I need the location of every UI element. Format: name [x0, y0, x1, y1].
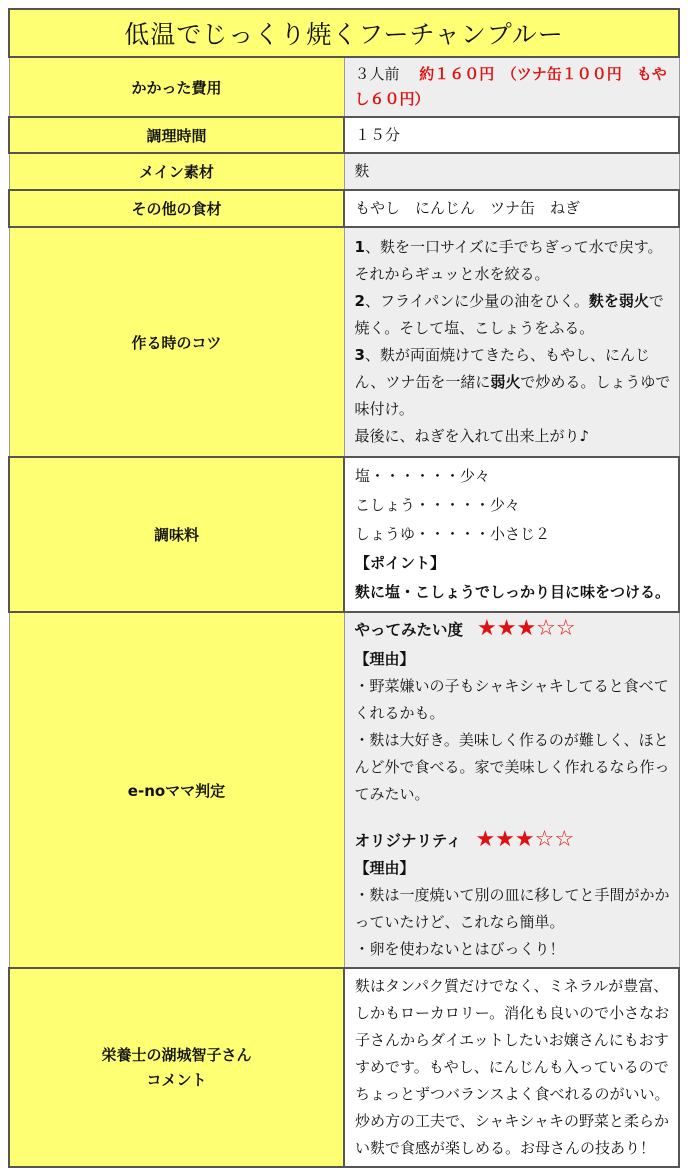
seasoning-label: 調味料 [9, 457, 344, 612]
judge-label: e-noママ判定 [9, 612, 344, 968]
step-emphasis: 弱火 [490, 373, 521, 391]
step-text: 、麩を一口サイズに手でちぎって水で戻す。それからギュッと水を絞る。 [354, 238, 663, 283]
judge-value [344, 612, 679, 968]
try-reason: ・麩は大好き。美味しく作るのが難しく、ほとんど外で食べる。家で美味しく作れるなら作ってみたい。 [354, 731, 670, 803]
try-rating-stars: ★★★☆☆ [477, 616, 576, 641]
step-number: 1 [354, 238, 365, 256]
recipe-title: 低温でじっくり焼くフーチャンプルー [9, 9, 679, 57]
step-number: 3 [354, 346, 365, 364]
recipe-table [8, 8, 680, 1168]
cost-label: かかった費用 [9, 57, 344, 117]
tips-step-1 [355, 234, 671, 288]
comment-label-line2: コメント [146, 1070, 207, 1089]
orig-heading [355, 826, 671, 855]
orig-reason-title: 【理由】 [354, 859, 415, 877]
seasoning-item: こしょう・・・・・少々 [355, 496, 521, 514]
try-reason: ・野菜嫌いの子もシャキシャキしてると食べてくれるかも。 [354, 677, 669, 722]
seasoning-item: 塩・・・・・・少々 [355, 467, 491, 485]
cost-servings: ３人前 [354, 65, 400, 83]
cost-price: 約１６０円 （ツナ缶１００円 もやし６０円） [354, 65, 667, 108]
cost-value [344, 57, 679, 117]
tips-last: 最後に、ねぎを入れて出来上がり♪ [354, 427, 590, 445]
step-text: で炒める。しょうゆで味付け。 [354, 373, 671, 418]
try-title: やってみたい度 [354, 621, 464, 639]
orig-reason: ・麩は一度焼いて別の皿に移してと手間がかかっていたけど、これなら簡単。 [354, 886, 670, 931]
main-value: 麩 [344, 153, 679, 190]
orig-reason: ・卵を使わないとはびっくり！ [354, 940, 565, 958]
try-heading [355, 615, 671, 644]
row-tips [9, 227, 679, 457]
main-label: メイン素材 [9, 153, 344, 190]
comment-label [9, 968, 344, 1167]
row-judge [9, 612, 679, 968]
point-title: 【ポイント】 [355, 554, 446, 572]
point-text: 麩に塩・こしょうでしっかり目に味をつける。 [355, 583, 671, 601]
tips-step-2 [355, 288, 671, 342]
spacer [355, 808, 671, 822]
orig-title: オリジナリティ [354, 832, 462, 850]
step-number: 2 [354, 292, 365, 310]
orig-rating-stars: ★★★☆☆ [475, 827, 575, 852]
other-label: その他の食材 [9, 190, 344, 227]
step-text: 、フライパンに少量の油をひく。 [364, 292, 589, 310]
comment-text: 麩はタンパク質だけでなく、ミネラルが豊富、しかもローカロリー。消化も良いので小さなお子さんからダイエットしたいお嬢さんにもおすすめです。もやし、にんじんも入っているのでちょっとずつバランスよく食べれるのがいい。炒め方の工夫で、シャキシャキの野菜と柔らかい麩で食感が楽しめる。お母さんの技あり！ [344, 968, 679, 1167]
tips-step-3 [355, 342, 671, 423]
recipe-card [8, 8, 680, 1168]
row-seasoning [9, 457, 679, 612]
try-reason-title: 【理由】 [354, 650, 415, 668]
seasoning-item: しょうゆ・・・・・小さじ２ [355, 525, 551, 543]
row-other [9, 190, 679, 227]
other-value: もやし にんじん ツナ缶 ねぎ [344, 190, 679, 227]
row-comment [9, 968, 679, 1167]
time-label: 調理時間 [9, 117, 344, 153]
tips-value [344, 227, 679, 457]
row-main [9, 153, 679, 190]
row-cost [9, 57, 679, 117]
step-emphasis: 麩を弱火 [588, 292, 649, 310]
time-value: １５分 [344, 117, 679, 153]
seasoning-value [344, 457, 679, 612]
comment-label-line1: 栄養士の湖城智子さん [101, 1045, 252, 1064]
step-text: 、麩が両面焼けてきたら、もやし、にんじん、ツナ缶を一緒に [354, 346, 650, 391]
tips-label: 作る時のコツ [9, 227, 344, 457]
step-text: で焼く。そして塩、こしょうをふる。 [354, 292, 664, 337]
row-time [9, 117, 679, 153]
